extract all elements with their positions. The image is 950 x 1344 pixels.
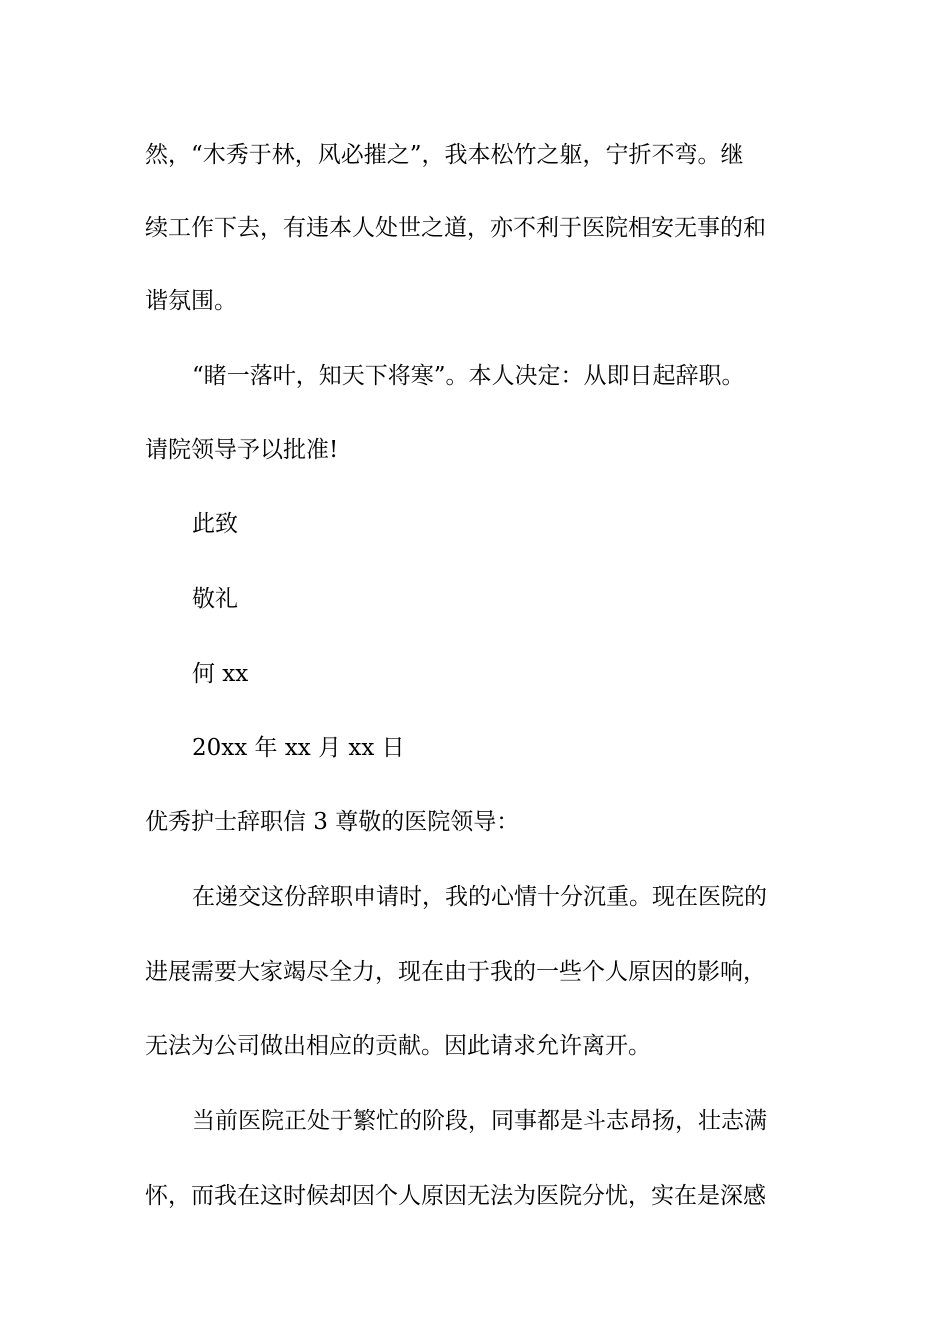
closing-regards: 敬礼	[192, 586, 238, 612]
paragraph-line: 请院领导予以批准!	[145, 437, 339, 463]
paragraph-line: 无法为公司做出相应的贡献。因此请求允许离开。	[145, 1033, 651, 1059]
paragraph-line: 进展需要大家竭尽全力，现在由于我的一些个人原因的影响，	[145, 959, 766, 985]
paragraph-line: “睹一落叶，知天下将寒”。本人决定：从即日起辞职。	[192, 363, 745, 389]
paragraph-line: 怀，而我在这时候却因个人原因无法为医院分忧，实在是深感	[145, 1183, 766, 1209]
paragraph-line: 续工作下去，有违本人处世之道，亦不利于医院相安无事的和	[145, 215, 766, 241]
paragraph-line: 谐氛围。	[145, 288, 237, 314]
closing-salutation: 此致	[192, 511, 238, 537]
paragraph-line: 当前医院正处于繁忙的阶段，同事都是斗志昂扬，壮志满	[192, 1108, 767, 1134]
paragraph-line: 然，“木秀于林，风必摧之”，我本松竹之躯，宁折不弯。继	[145, 142, 744, 168]
signature-date: 20xx 年 xx 月 xx 日	[192, 735, 405, 761]
paragraph-line: 在递交这份辞职申请时，我的心情十分沉重。现在医院的	[192, 884, 767, 910]
section-heading: 优秀护士辞职信 3 尊敬的医院领导：	[145, 809, 520, 835]
signature-name: 何 xx	[192, 661, 249, 687]
